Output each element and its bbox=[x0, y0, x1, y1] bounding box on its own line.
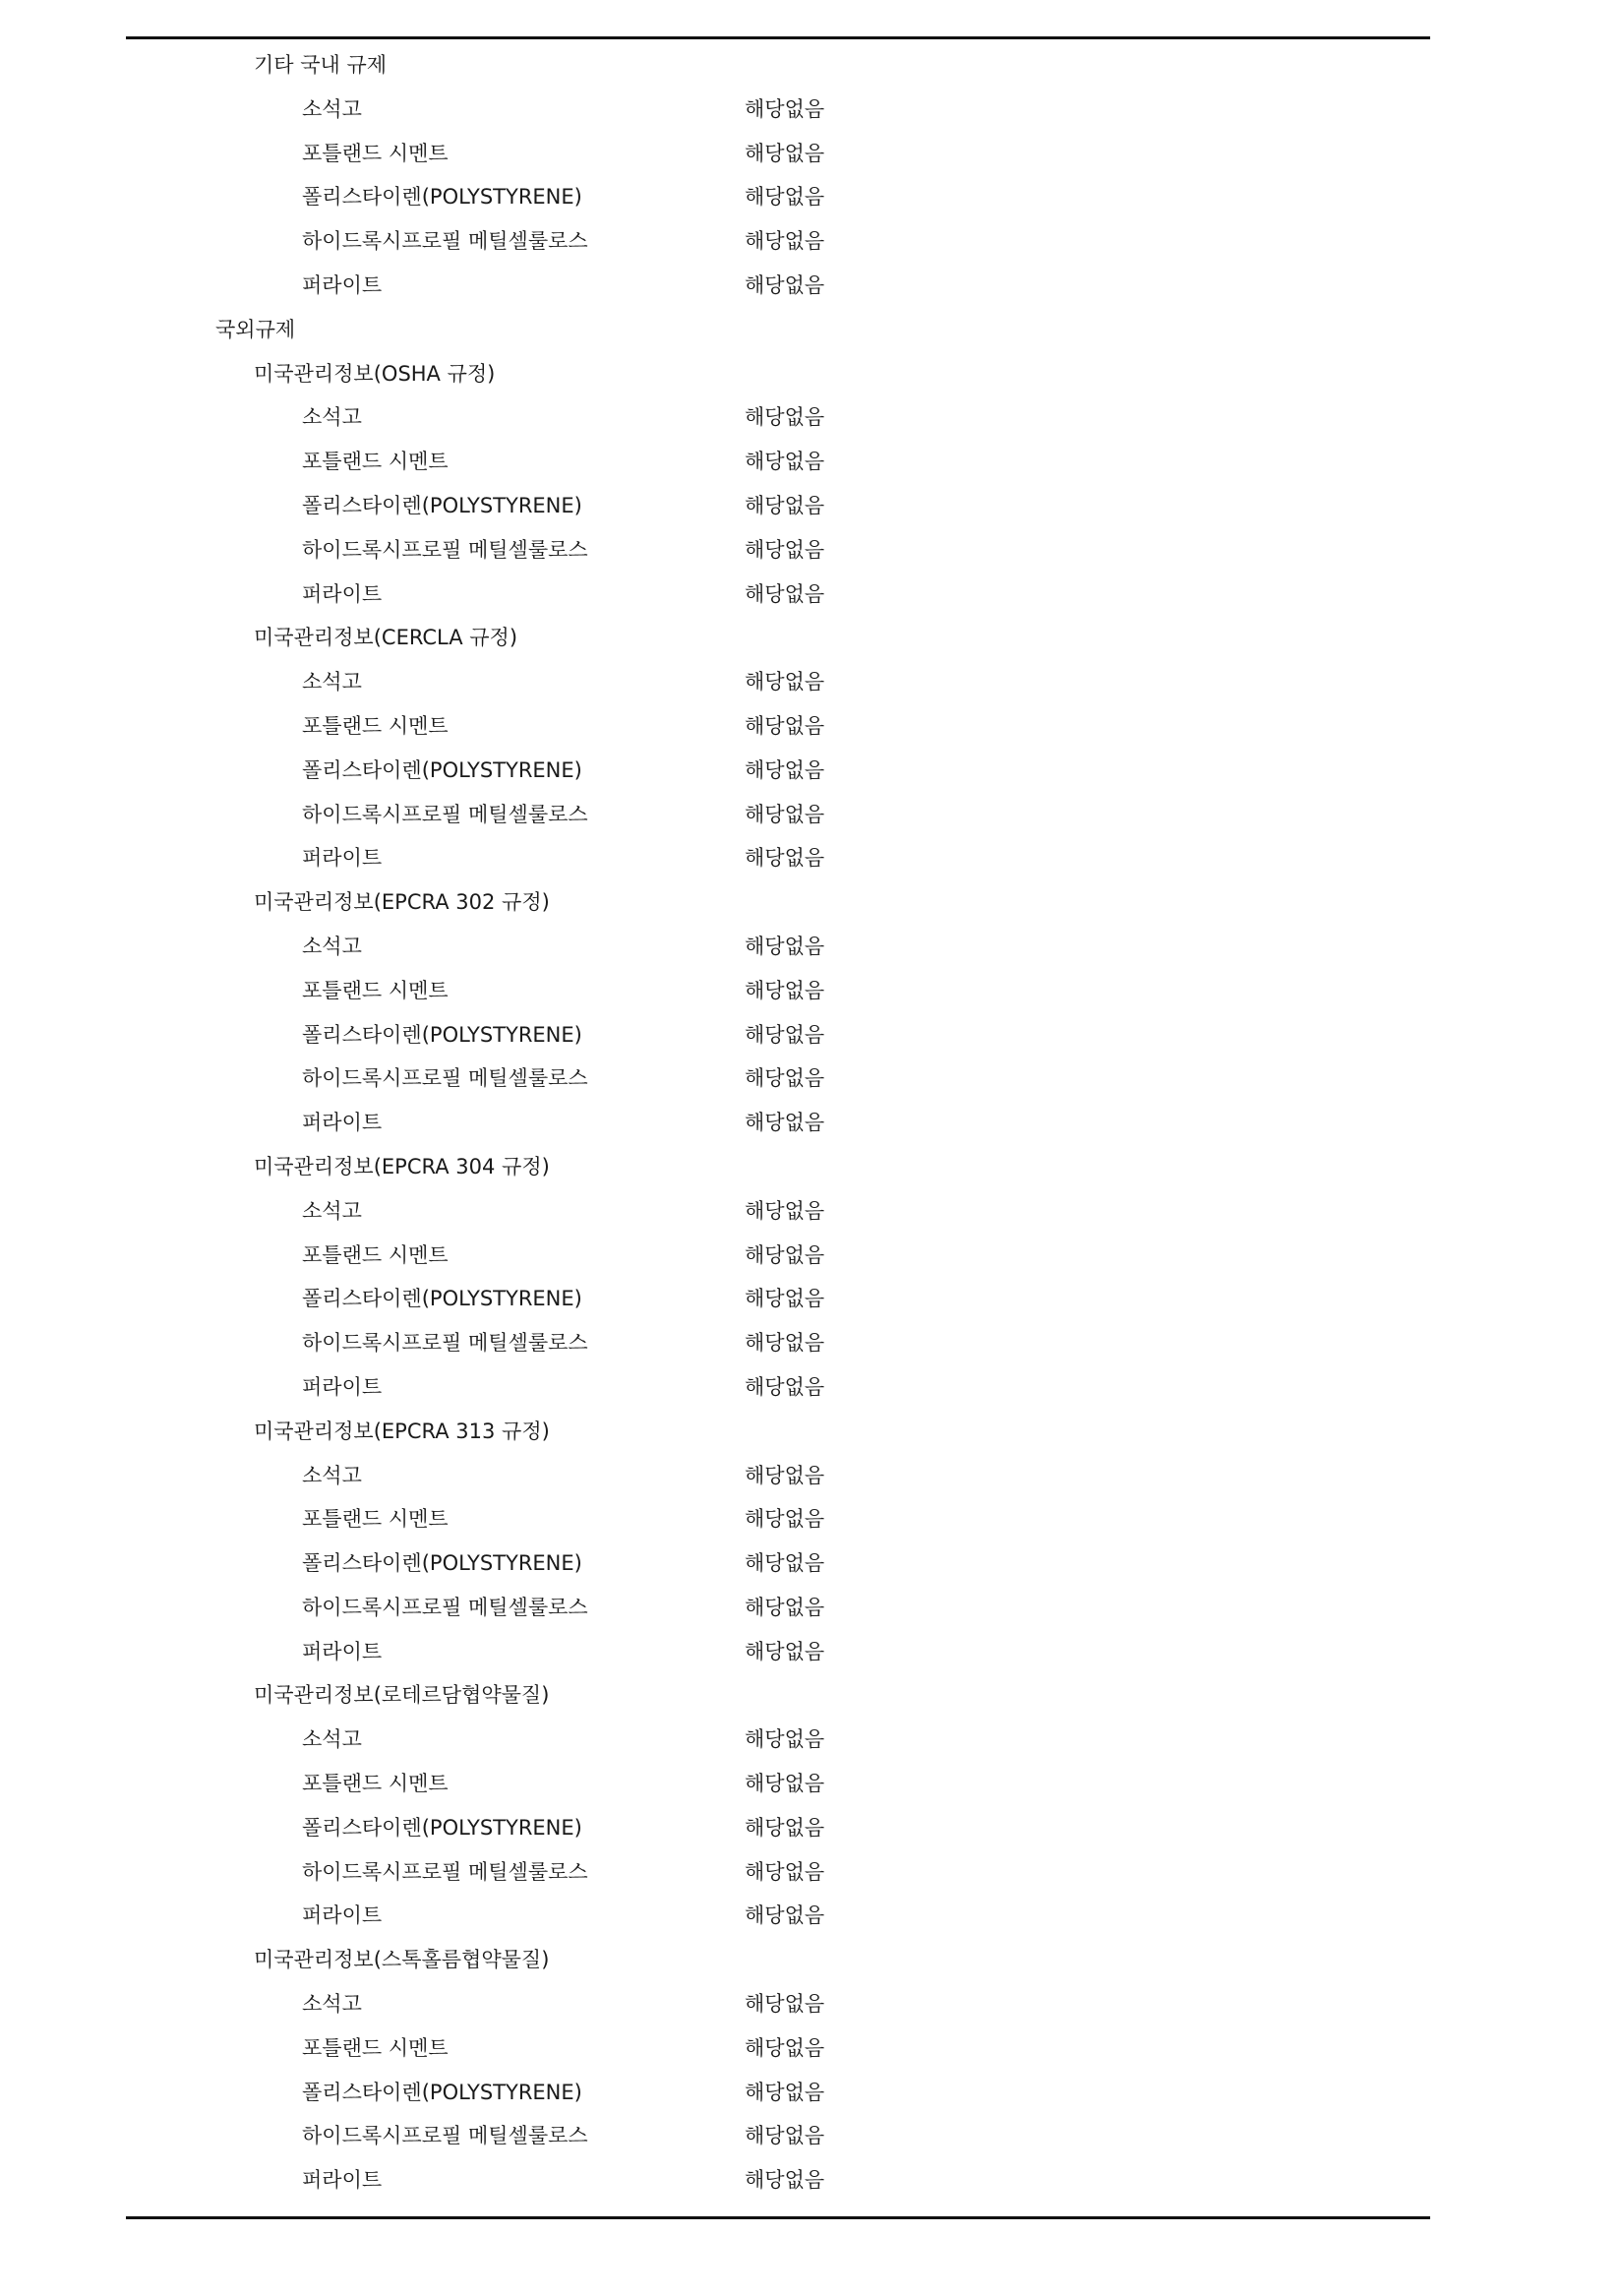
regulation-status: 해당없음 bbox=[745, 1772, 825, 1796]
substance-row bbox=[0, 1854, 1621, 1899]
substance-row bbox=[0, 399, 1621, 444]
substance-row bbox=[0, 1193, 1621, 1238]
substance-row bbox=[0, 1105, 1621, 1149]
regulation-status: 해당없음 bbox=[745, 229, 825, 254]
regulation-status: 해당없음 bbox=[745, 1463, 825, 1487]
regulation-status: 해당없음 bbox=[745, 757, 825, 782]
regulation-status: 해당없음 bbox=[745, 2168, 825, 2193]
heading-text: 미국관리정보(OSHA 규정) bbox=[254, 361, 496, 386]
substance-row bbox=[0, 136, 1621, 180]
subsection-heading bbox=[0, 356, 1621, 400]
substance-row bbox=[0, 1722, 1621, 1766]
substance-name: 소석고 bbox=[302, 1198, 362, 1223]
substance-row bbox=[0, 1545, 1621, 1590]
substance-row bbox=[0, 840, 1621, 884]
heading-text: 미국관리정보(스톡홀름협약물질) bbox=[254, 1948, 550, 1972]
substance-name: 소석고 bbox=[302, 405, 362, 430]
regulation-status: 해당없음 bbox=[745, 450, 825, 474]
substance-name: 폴리스타이렌(POLYSTYRENE) bbox=[302, 2080, 582, 2104]
substance-name: 하이드록시프로필 메틸셀룰로스 bbox=[302, 802, 588, 826]
regulation-status: 해당없음 bbox=[745, 272, 825, 297]
substance-row bbox=[0, 268, 1621, 312]
regulation-status: 해당없음 bbox=[745, 1066, 825, 1091]
substance-row bbox=[0, 1898, 1621, 1942]
substance-row bbox=[0, 2162, 1621, 2206]
substance-row bbox=[0, 797, 1621, 841]
regulation-status: 해당없음 bbox=[745, 141, 825, 165]
heading-text: 미국관리정보(CERCLA 규정) bbox=[254, 626, 518, 650]
substance-row bbox=[0, 753, 1621, 797]
substance-row bbox=[0, 91, 1621, 136]
regulation-status: 해당없음 bbox=[745, 405, 825, 430]
substance-name: 폴리스타이렌(POLYSTYRENE) bbox=[302, 493, 582, 517]
regulation-status: 해당없음 bbox=[745, 2080, 825, 2104]
substance-row bbox=[0, 1238, 1621, 1282]
regulation-status: 해당없음 bbox=[745, 1242, 825, 1267]
substance-row bbox=[0, 929, 1621, 973]
substance-name: 소석고 bbox=[302, 1463, 362, 1487]
substance-row bbox=[0, 1634, 1621, 1678]
substance-row bbox=[0, 664, 1621, 708]
substance-name: 폴리스타이렌(POLYSTYRENE) bbox=[302, 1022, 582, 1047]
substance-row bbox=[0, 444, 1621, 488]
substance-name: 포틀랜드 시멘트 bbox=[302, 1507, 449, 1532]
substance-row bbox=[0, 2030, 1621, 2075]
heading-text: 미국관리정보(EPCRA 304 규정) bbox=[254, 1154, 550, 1178]
regulation-status: 해당없음 bbox=[745, 537, 825, 562]
substance-row bbox=[0, 973, 1621, 1017]
substance-row bbox=[0, 1810, 1621, 1854]
bottom-rule bbox=[126, 2216, 1430, 2219]
substance-row bbox=[0, 1986, 1621, 2030]
substance-row bbox=[0, 708, 1621, 753]
regulation-status: 해당없음 bbox=[745, 96, 825, 121]
regulation-status: 해당없음 bbox=[745, 1551, 825, 1576]
regulation-status: 해당없음 bbox=[745, 2124, 825, 2148]
substance-name: 폴리스타이렌(POLYSTYRENE) bbox=[302, 1815, 582, 1840]
regulation-status: 해당없음 bbox=[745, 1639, 825, 1663]
substance-name: 하이드록시프로필 메틸셀룰로스 bbox=[302, 2124, 588, 2148]
substance-name: 소석고 bbox=[302, 934, 362, 958]
regulation-status: 해당없음 bbox=[745, 1859, 825, 1884]
substance-row bbox=[0, 1281, 1621, 1325]
subsection-heading bbox=[0, 1414, 1621, 1458]
regulation-status: 해당없음 bbox=[745, 185, 825, 210]
regulation-status: 해당없음 bbox=[745, 670, 825, 695]
substance-row bbox=[0, 179, 1621, 223]
regulation-status: 해당없음 bbox=[745, 1331, 825, 1356]
regulation-status: 해당없음 bbox=[745, 934, 825, 958]
regulation-status: 해당없음 bbox=[745, 713, 825, 738]
heading-text: 미국관리정보(EPCRA 302 규정) bbox=[254, 890, 550, 915]
regulation-status: 해당없음 bbox=[745, 1903, 825, 1928]
regulation-status: 해당없음 bbox=[745, 1992, 825, 2017]
substance-name: 폴리스타이렌(POLYSTYRENE) bbox=[302, 1287, 582, 1311]
substance-name: 하이드록시프로필 메틸셀룰로스 bbox=[302, 229, 588, 254]
substance-name: 포틀랜드 시멘트 bbox=[302, 1242, 449, 1267]
substance-row bbox=[0, 1369, 1621, 1414]
regulation-status: 해당없음 bbox=[745, 581, 825, 606]
substance-name: 포틀랜드 시멘트 bbox=[302, 713, 449, 738]
regulation-document bbox=[0, 47, 1621, 2206]
substance-name: 포틀랜드 시멘트 bbox=[302, 978, 449, 1002]
regulation-status: 해당없음 bbox=[745, 1287, 825, 1311]
subsection-heading bbox=[0, 1149, 1621, 1193]
regulation-status: 해당없음 bbox=[745, 1111, 825, 1135]
substance-name: 퍼라이트 bbox=[302, 1374, 383, 1399]
substance-name: 폴리스타이렌(POLYSTYRENE) bbox=[302, 1551, 582, 1576]
heading-text: 국외규제 bbox=[215, 317, 296, 341]
substance-row bbox=[0, 2075, 1621, 2119]
substance-name: 퍼라이트 bbox=[302, 1111, 383, 1135]
substance-name: 퍼라이트 bbox=[302, 581, 383, 606]
regulation-status: 해당없음 bbox=[745, 2035, 825, 2060]
top-rule bbox=[126, 36, 1430, 39]
substance-name: 폴리스타이렌(POLYSTYRENE) bbox=[302, 757, 582, 782]
substance-row bbox=[0, 488, 1621, 532]
substance-row bbox=[0, 223, 1621, 268]
substance-name: 하이드록시프로필 메틸셀룰로스 bbox=[302, 1066, 588, 1091]
substance-name: 하이드록시프로필 메틸셀룰로스 bbox=[302, 1331, 588, 1356]
substance-name: 포틀랜드 시멘트 bbox=[302, 1772, 449, 1796]
subsection-heading bbox=[0, 1942, 1621, 1986]
substance-name: 하이드록시프로필 메틸셀룰로스 bbox=[302, 1595, 588, 1619]
substance-name: 소석고 bbox=[302, 1992, 362, 2017]
substance-row bbox=[0, 1766, 1621, 1810]
regulation-status: 해당없음 bbox=[745, 1727, 825, 1752]
substance-name: 포틀랜드 시멘트 bbox=[302, 141, 449, 165]
substance-name: 폴리스타이렌(POLYSTYRENE) bbox=[302, 185, 582, 210]
regulation-status: 해당없음 bbox=[745, 1374, 825, 1399]
regulation-status: 해당없음 bbox=[745, 846, 825, 871]
substance-row bbox=[0, 1501, 1621, 1545]
substance-name: 퍼라이트 bbox=[302, 1903, 383, 1928]
regulation-status: 해당없음 bbox=[745, 1198, 825, 1223]
substance-name: 퍼라이트 bbox=[302, 272, 383, 297]
subsection-heading bbox=[0, 1677, 1621, 1722]
regulation-status: 해당없음 bbox=[745, 1507, 825, 1532]
subsection-heading bbox=[0, 47, 1621, 91]
substance-name: 퍼라이트 bbox=[302, 1639, 383, 1663]
substance-row bbox=[0, 1060, 1621, 1105]
substance-name: 포틀랜드 시멘트 bbox=[302, 450, 449, 474]
subsection-heading bbox=[0, 884, 1621, 929]
substance-row bbox=[0, 1017, 1621, 1061]
substance-row bbox=[0, 576, 1621, 621]
heading-text: 기타 국내 규제 bbox=[254, 53, 388, 77]
substance-row bbox=[0, 532, 1621, 576]
heading-text: 미국관리정보(로테르담협약물질) bbox=[254, 1683, 550, 1708]
regulation-status: 해당없음 bbox=[745, 1815, 825, 1840]
substance-name: 하이드록시프로필 메틸셀룰로스 bbox=[302, 537, 588, 562]
substance-name: 퍼라이트 bbox=[302, 2168, 383, 2193]
heading-text: 미국관리정보(EPCRA 313 규정) bbox=[254, 1419, 550, 1443]
substance-name: 소석고 bbox=[302, 670, 362, 695]
substance-name: 하이드록시프로필 메틸셀룰로스 bbox=[302, 1859, 588, 1884]
regulation-status: 해당없음 bbox=[745, 1595, 825, 1619]
regulation-status: 해당없음 bbox=[745, 493, 825, 517]
substance-name: 소석고 bbox=[302, 1727, 362, 1752]
substance-name: 소석고 bbox=[302, 96, 362, 121]
substance-row bbox=[0, 2118, 1621, 2162]
regulation-status: 해당없음 bbox=[745, 978, 825, 1002]
substance-row bbox=[0, 1590, 1621, 1634]
subsection-heading bbox=[0, 620, 1621, 664]
substance-row bbox=[0, 1458, 1621, 1502]
regulation-status: 해당없음 bbox=[745, 802, 825, 826]
regulation-status: 해당없음 bbox=[745, 1022, 825, 1047]
substance-row bbox=[0, 1325, 1621, 1369]
substance-name: 포틀랜드 시멘트 bbox=[302, 2035, 449, 2060]
section-heading bbox=[0, 312, 1621, 356]
substance-name: 퍼라이트 bbox=[302, 846, 383, 871]
